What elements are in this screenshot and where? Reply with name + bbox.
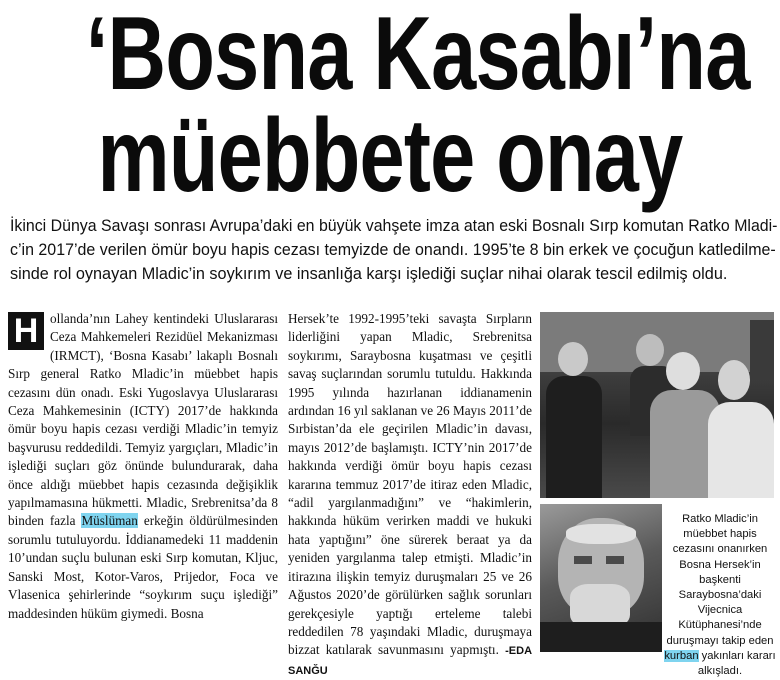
mladic-portrait-photo: [540, 504, 662, 652]
courtroom-photo: [540, 312, 774, 498]
lead-line-2: c’in 2017’de verilen ömür boyu hapis cezası temyizde de onandı. 1995’te 8 bin erkek ve çocuğun katledilme-: [10, 240, 776, 259]
article-text-1a: ollanda’nın Lahey kentindeki Uluslararası Ceza Mahkemeleri Rezidüel Mekanizması (IRMCT), ‘Bosna Kasabı’ lakaplı Bosnalı Sırp general Ratko Mladic’in müebbet hapis cezasını dün onadı. Eski Yugoslavya Uluslararası Ceza Mahkemesinin (ICTY) 2017’de hakkında ömür boyu hapis cezası verdiği Mladic’in temyiz başvurusu reddedildi. Temyiz yargıçları, Mladic’in işlediği suçları göz önünde bulundurarak, daha önce aldığı müebbet hapis cezasında değişiklik yapılmamasına hükmetti. Mladic, Srebrenitsa’da 8 binden fazla: [8, 311, 278, 529]
article-text-2: Hersek’te 1992-1995’teki savaşta Sırpların liderliğini yapan Mladic, Srebrenitsa soykırımı, Saraybosna kuşatması ve çeşitli savaş suçlarından sorumlu tutuldu. Hakkında 1995 yılında hazırlanan iddianamenin ardından 16 yıl saklanan ve 26 Mayıs 2011’de Sırbistan’da ele geçirilen Mladic’in davası, mayıs 2012’de başlamıştı. ICTY’nin 2017’de hakkında verdiği ömür boyu hapis cezası kararına temmuz 2017’de itiraz eden Mladic, “adil yargılanmadığını” ve “hakimlerin, hakkında hüküm verirken maddi ve hukuki hata yaptığını” öne sürerek beraat ya da yeniden yargılanma talep etmişti. Mladic’in itirazına ilişkin temyiz duruşmaları 25 ve 26 Ağustos 2020’de görülürken sağlık sorunları gerekçesiyle yaptığı erteleme talebi reddedilen 78 yaşındaki Mladic, duruşmaya bizzat katılarak savunmasını yapmıştı.: [288, 311, 532, 658]
article-paragraph-1: [8, 310, 278, 623]
article-column-2: [288, 310, 532, 680]
caption-text-b: yakınları kararı alkışladı.: [697, 649, 776, 678]
byline: -EDA SANĞU: [288, 645, 533, 677]
article-paragraph-2: [288, 310, 532, 680]
article-column-1: [8, 310, 278, 623]
caption-highlight: kurban: [664, 649, 699, 662]
highlighted-word: Müslüman: [81, 513, 138, 529]
article-text-1b: erkeğin öldürülmesinden sorumlu tutuluyordu. İddianamedeki 11 maddenin 10’undan suçlu bulunan eski Sırp komutan, Kljuc, Sanski Most, Kotor-Varos, Prijedor, Foca ve Vlasenica şehirlerinde “soykırım suçu işlediği” maddesinden hüküm giymedi. Bosna: [8, 513, 278, 621]
photo-caption: [664, 512, 776, 679]
headline-line-1: ‘Bosna Kasabı’na: [85, 0, 750, 112]
drop-cap: H: [8, 312, 44, 350]
headline-line-2: müebbete onay: [97, 98, 683, 214]
lead-line-3: sinde rol oynayan Mladic’in soykırım ve insanlığa karşı işlediği suçlar nihai olarak tescil edilmiş oldu.: [10, 264, 728, 283]
lead-paragraph: [10, 214, 778, 286]
lead-line-1: İkinci Dünya Savaşı sonrası Avrupa’daki en büyük vahşete imza atan eski Bosnalı Sırp komutan Ratko Mladi-: [10, 216, 778, 235]
caption-text-a: Ratko Mladic’in müebbet hapis cezasını onanırken Bosna Hersek’in başkenti Saraybosna’daki Vijecnica Kütüphanesi’nde duruşmayı takip eden: [666, 513, 774, 647]
